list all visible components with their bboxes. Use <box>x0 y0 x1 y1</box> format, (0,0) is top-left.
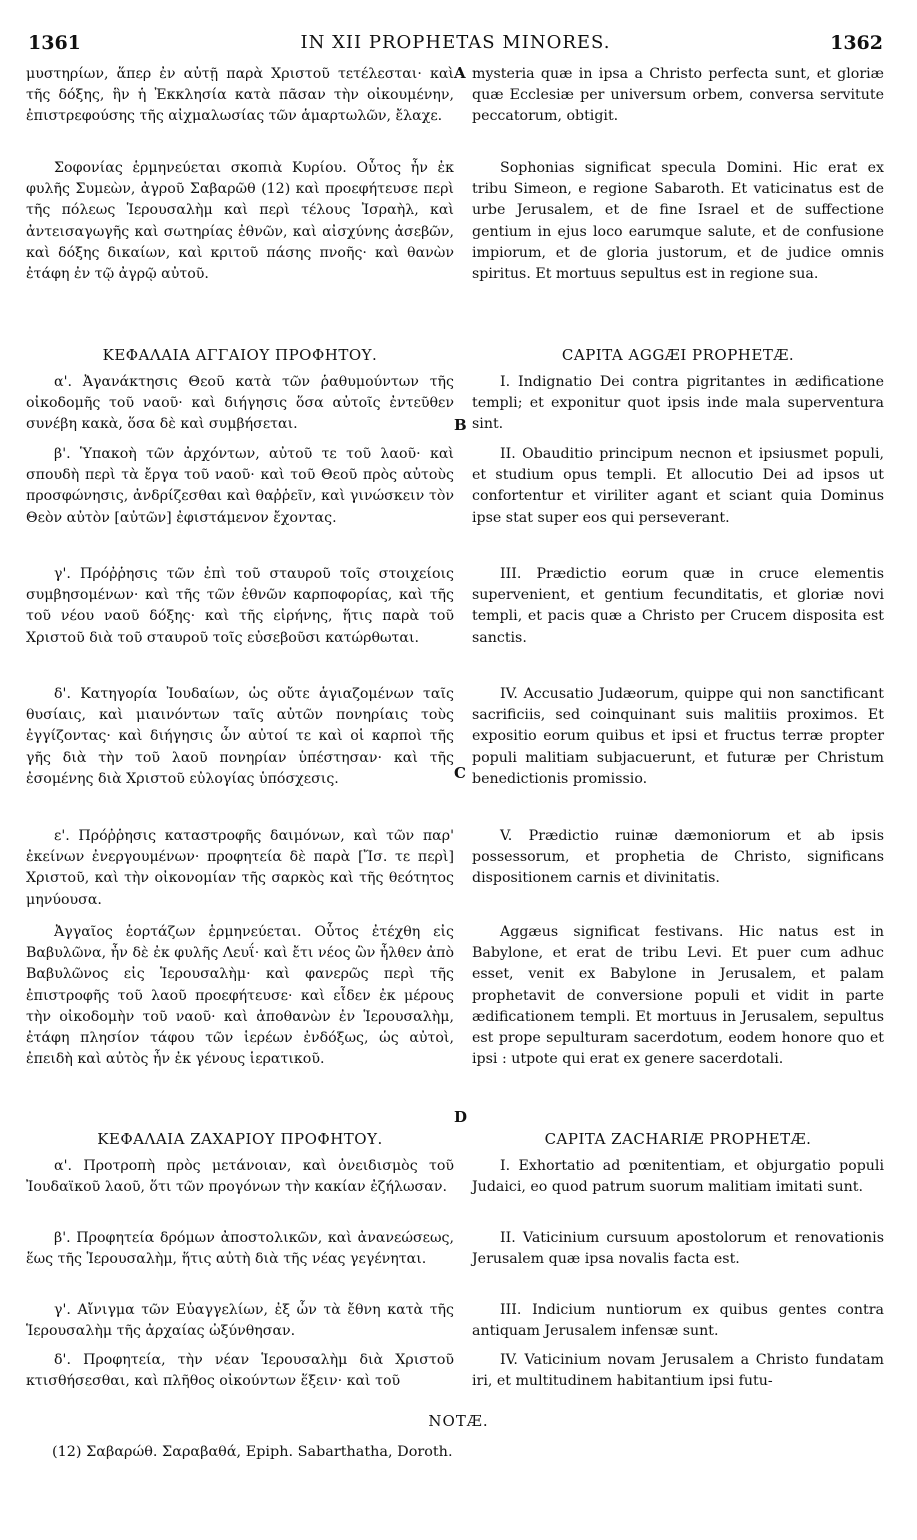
latin-zacharias-chapter-1: I. Exhortatio ad pœnitentiam, et objurgatio populi Judaici, eo quod patrum suorum malitiam imitati sunt. <box>472 1158 884 1196</box>
latin-aggaeus-chapter-4: IV. Accusatio Judæorum, quippe qui non sanctificant sacrificiis, sed coinquinant suis malitiis proximos. Et expositio eorum quibus et ipsi et fructus terræ propter populi malitiam subjacuerunt, et futuræ per Christum benedictionis promissio. <box>472 686 884 787</box>
greek-zacharias-chapter-3: γ'. Αἴνιγμα τῶν Εὐαγγελίων, ἐξ ὧν τὰ ἔθνη κατὰ τῆς Ἱερουσαλὴμ τῆς ἀρχαίας ὠξύνθησαν. <box>26 1302 454 1340</box>
greek-aggaeus-chapter-5: ε'. Πρόῤῥησις καταστροφῆς δαιμόνων, καὶ τῶν παρ' ἐκείνων ἐνεργουμένων· προφητεία δὲ παρὰ [Ἴσ. τε περὶ] Χριστοῦ, καὶ τὴν οἰκονομίαν τῆς σαρκὸς καὶ τῆς θεότητος μηνύουσα. <box>26 828 454 908</box>
running-title: IN XII PROPHETAS MINORES. <box>300 32 611 53</box>
greek-zacharias-chapter-4: δ'. Προφητεία, τὴν νέαν Ἱερουσαλὴμ διὰ Χριστοῦ κτισθήσεσθαι, καὶ πλῆθος οἰκούντων ἕξειν· καὶ τοῦ <box>26 1352 454 1390</box>
latin-aggaeus-biography: Aggæus significat festivans. Hic natus est in Babylone, et erat de tribu Levi. Et puer cum adhuc esset, venit ex Babylone in Jerusalem, et palam prophetavit de conversione populi et vidit in parte ædificationem templi. Et mortuus in Jerusalem, sepultus est prope sepulturam sacerdotum, eodem honore quo et ipsi : utpote qui erat ex genere sacerdotali. <box>472 924 884 1068</box>
page-number-right: 1362 <box>830 32 883 54</box>
latin-zacharias-chapter-3: III. Indicium nuntiorum ex quibus gentes contra antiquam Jerusalem infensæ sunt. <box>472 1302 884 1340</box>
greek-aggaeus-chapter-4: δ'. Κατηγορία Ἰουδαίων, ὡς οὔτε ἁγιαζομένων ταῖς θυσίαις, καὶ μιαινόντων ταῖς αὐτῶν πονηρίαις τοὺς ἐγγίζοντας· καὶ διήγησις ὧν αὐτοί τε καὶ οἱ καρποὶ τῆς γῆς διὰ τὴν τοῦ λαοῦ πονηρίαν ὑπέστησαν· καὶ τῆς ἐσομένης διὰ Χριστοῦ εὐλογίας ὑπόσχεσις. <box>26 686 454 787</box>
greek-aggaeus-chapter-2: β'. Ὑπακοὴ τῶν ἀρχόντων, αὐτοῦ τε τοῦ λαοῦ· καὶ σπουδὴ περὶ τὰ ἔργα τοῦ ναοῦ· καὶ τοῦ Θεοῦ πρὸς αὐτοὺς προσφώνησις, ἀνδρίζεσθαι καὶ θαῤῥεῖν, καὶ γινώσκειν τὸν Θεὸν αὐτὸν [αὐτῶν] ἐφιστάμενον ἔχοντας. <box>26 446 454 526</box>
latin-sophonias-paragraph: Sophonias significat specula Domini. Hic erat ex tribu Simeon, e regione Sabaroth. Et vaticinatus est de urbe Jerusalem, et de fine Israel et de suffectione gentium in ejus loco earumque salute, et de confusione impiorum, et de gloria justorum, et de judice omnis spiritus. Et mortuus sepultus est in regione sua. <box>472 160 884 283</box>
section-marker-a: A <box>454 64 466 82</box>
latin-heading-zacharias: CAPITA ZACHARIÆ PROPHETÆ. <box>544 1130 812 1148</box>
latin-aggaeus-chapter-3: III. Prædictio eorum quæ in cruce elementis supervenient, et gentium fecunditatis, et gloriæ novi templi, et pacis quæ a Christo per Crucem disposita est sanctis. <box>472 566 884 646</box>
section-marker-c: C <box>454 764 466 782</box>
footnote-12: (12) Σαβαρώθ. Σαραβαθά, Epiph. Sabarthatha, Doroth. <box>52 1444 453 1460</box>
greek-aggaeus-chapter-1: α'. Ἀγανάκτησις Θεοῦ κατὰ τῶν ῥαθυμούντων τῆς οἰκοδομῆς τοῦ ναοῦ· καὶ διήγησις ὅσα αὐτοῖς ἐντεῦθεν συνέβη κακὰ, ὅσα δὲ καὶ συμβήσεται. <box>26 374 454 433</box>
latin-zacharias-chapter-2: II. Vaticinium cursuum apostolorum et renovationis Jerusalem quæ ipsa novalis facta est. <box>472 1230 884 1268</box>
greek-heading-aggaeus: ΚΕΦΑΛΑΙΑ ΑΓΓΑΙΟΥ ΠΡΟΦΗΤΟΥ. <box>102 346 378 364</box>
latin-heading-aggaeus: CAPITA AGGÆI PROPHETÆ. <box>561 346 795 364</box>
section-marker-d: D <box>454 1108 468 1126</box>
latin-intro-continuation: mysteria quæ in ipsa a Christo perfecta sunt, et gloriæ quæ Ecclesiæ per universum orbem, conversa servitute peccatorum, obtigit. <box>472 66 884 125</box>
greek-aggaeus-chapter-3: γ'. Πρόῤῥησις τῶν ἐπὶ τοῦ σταυροῦ τοῖς στοιχείοις συμβησομένων· καὶ τῆς τῶν ἐθνῶν καρποφορίας, καὶ τῆς τοῦ νέου ναοῦ δόξης· καὶ τῆς εἰρήνης, ἥτις παρὰ τοῦ Χριστοῦ διὰ τοῦ σταυροῦ τοῖς εὐσεβοῦσι κατώρθωται. <box>26 566 454 646</box>
latin-aggaeus-chapter-2: II. Obauditio principum necnon et ipsiusmet populi, et studium opus templi. Et allocutio Dei ad ipsos ut confortentur et viriliter agant et sciant quia Dominus ipse stat super eos qui perseverant. <box>472 446 884 526</box>
latin-aggaeus-chapter-5: V. Prædictio ruinæ dæmoniorum et ab ipsis possessorum, et prophetia de Christo, significans dispositionem carnis et divinitatis. <box>472 828 884 887</box>
latin-aggaeus-chapter-1: I. Indignatio Dei contra pigritantes in ædificatione templi; et exponitur quot ipsis inde mala superventura sint. <box>472 374 884 433</box>
latin-zacharias-chapter-4: IV. Vaticinium novam Jerusalem a Christo fundatam iri, et multitudinem habitantium ipsi futu- <box>472 1352 884 1390</box>
greek-zacharias-chapter-2: β'. Προφητεία δρόμων ἀποστολικῶν, καὶ ἀνανεώσεως, ἕως τῆς Ἱερουσαλὴμ, ἥτις αὐτὴ διὰ τῆς νέας γεγένηται. <box>26 1230 454 1268</box>
notes-heading: NOTÆ. <box>428 1412 489 1430</box>
greek-heading-zacharias: ΚΕΦΑΛΑΙΑ ΖΑΧΑΡΙΟΥ ΠΡΟΦΗΤΟΥ. <box>97 1130 383 1148</box>
greek-intro-continuation: μυστηρίων, ἅπερ ἐν αὐτῇ παρὰ Χριστοῦ τετέλεσται· καὶ τῆς δόξης, ἣν ἡ Ἐκκλησία κατὰ πᾶσαν τὴν οἰκουμένην, ἐπιστρεφούσης τῆς αἰχμαλωσίας τῶν ἁμαρτωλῶν, ἔλαχε. <box>26 66 454 125</box>
section-marker-b: B <box>454 416 467 434</box>
running-header <box>28 32 883 62</box>
greek-aggaeus-biography: Ἀγγαῖος ἑορτάζων ἑρμηνεύεται. Οὗτος ἐτέχθη εἰς Βαβυλῶνα, ἦν δὲ ἐκ φυλῆς Λευΐ· καὶ ἔτι νέος ὢν ἦλθεν ἀπὸ Βαβυλῶνος εἰς Ἱερουσαλὴμ· καὶ φανερῶς περὶ τῆς ἐπιστροφῆς τοῦ λαοῦ προεφήτευσε· καὶ εἶδεν ἐκ μέρους τὴν οἰκοδομὴν τοῦ ναοῦ· καὶ ἀποθανὼν ἐν Ἱερουσαλὴμ, ἐτάφη πλησίον τάφου τῶν ἱερέων ἐνδόξως, ὡς αὐτοὶ, ἐπειδὴ καὶ αὐτὸς ἦν ἐκ γένους ἱερατικοῦ. <box>26 924 454 1068</box>
page-number-left: 1361 <box>28 32 81 54</box>
greek-zacharias-chapter-1: α'. Προτροπὴ πρὸς μετάνοιαν, καὶ ὀνειδισμὸς τοῦ Ἰουδαϊκοῦ λαοῦ, ὅτι τῶν προγόνων τὴν κακίαν ἐζήλωσαν. <box>26 1158 454 1196</box>
greek-sophonias-paragraph: Σοφονίας ἑρμηνεύεται σκοπιὰ Κυρίου. Οὗτος ἦν ἐκ φυλῆς Συμεὼν, ἀγροῦ Σαβαρῶθ (12) καὶ προεφήτευσε περὶ τῆς πόλεως Ἱερουσαλὴμ καὶ περὶ τέλους Ἰσραὴλ, καὶ ἀντεισαγωγῆς καὶ σωτηρίας ἐθνῶν, καὶ αἰσχύνης ἀσεβῶν, καὶ δόξης δικαίων, καὶ κριτοῦ πάσης πνοῆς· καὶ θανὼν ἐτάφη ἐν τῷ ἀγρῷ αὐτοῦ. <box>26 160 454 283</box>
